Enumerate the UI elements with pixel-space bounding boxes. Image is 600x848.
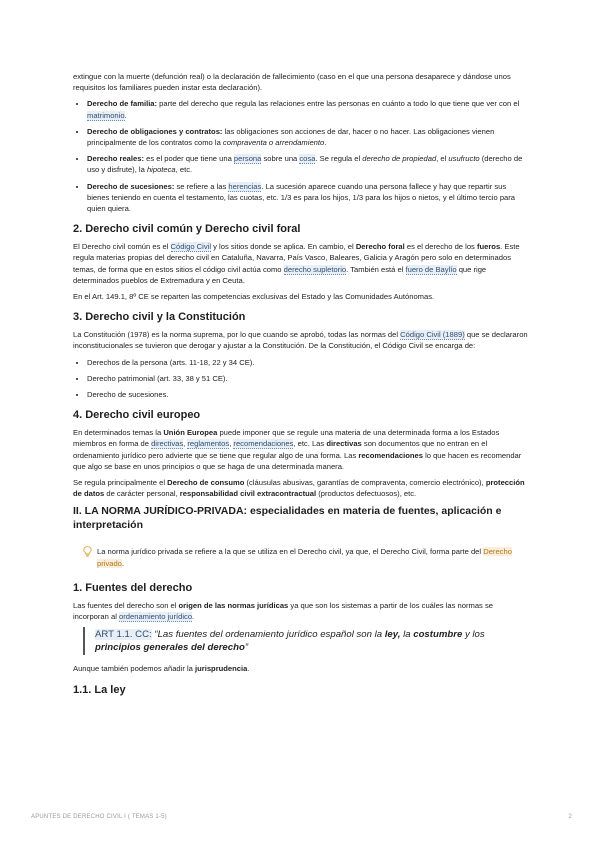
paragraph: Las fuentes del derecho son el origen de las normas jurídicas ya que son los sistemas a partir de los cuáles las normas se incorporan al ordenamiento jurídico.: [73, 600, 493, 622]
footer-title: APUNTES DE DERECHO CIVIL I ( TEMAS 1-5): [31, 814, 167, 820]
paragraph: En determinados temas la Unión Europea puede imponer que se regule una materia de una determinada forma a los Estados miembros en forma de directivas, reglamentos, recomendaciones, etc. Las directivas son documentos que no entran en el ordenamiento jurídico pero advierte que se tiene que regular algo de una forma. Las recomendaciones lo que hacen es recomendar que algo se base en unos principios o que se haga de una determinada manera.: [73, 428, 522, 471]
link-derecho-privado[interactable]: Derecho privado: [97, 547, 512, 568]
link-reglamentos[interactable]: reglamentos: [187, 439, 230, 449]
link-cosa[interactable]: cosa: [299, 154, 316, 164]
chapter-heading: II. LA NORMA JURÍDICO-PRIVADA: especialidades en materia de fuentes, aplicación e interpretación: [73, 505, 502, 531]
callout-text: La norma jurídico privada se refiere a la que se utiliza en el Derecho civil, ya que, el Derecho Civil, forma parte del Derecho privado.: [97, 547, 512, 568]
section-heading: 1. Fuentes del derecho: [73, 581, 193, 594]
link-persona[interactable]: persona: [233, 154, 262, 164]
paragraph: El Derecho civil común es el Código Civil y los sitios donde se aplica. En cambio, el Derecho foral es el derecho de los fueros. Este regula materias propias del derecho civil en Cataluña, Navarra, País Vasco, Baleares, Galicia y Aragón pero solo en determinados temas, de forma que en estos sitios el código civil actúa como derecho supletorio. También está el fuero de Baylío que rige determinados pueblos de Extremadura y en Ceuta.: [73, 242, 520, 285]
intro-paragraph: extingue con la muerte (defunción real) o la declaración de fallecimiento (caso en el que una persona desaparece y dándose unos requisitos los familiares pueden instar esta declaración).: [73, 72, 511, 93]
paragraph: Se regula principalmente el Derecho de consumo (cláusulas abusivas, garantías de compraventa, comercio electrónico), protección de datos de carácter personal, responsabilidad civil extracontractual (productos defectuosos), etc.: [73, 478, 525, 499]
constitution-list: [73, 357, 528, 401]
page-number: 2: [568, 814, 572, 820]
link-fuero-baylio[interactable]: fuero de Baylío: [405, 264, 457, 274]
lightbulb-icon: [83, 546, 97, 568]
link-recomendaciones[interactable]: recomendaciones: [233, 439, 294, 449]
section-heading: 3. Derecho civil y la Constitución: [73, 311, 246, 324]
paragraph: En el Art. 149.1, 8º CE se reparten las competencias exclusivas del Estado y las Comunidades Autónomas.: [73, 292, 435, 302]
page-footer: [31, 812, 572, 823]
link-herencias[interactable]: herencias: [228, 181, 262, 191]
list-item: • Derecho patrimonial (art. 33, 38 y 51 CE).: [87, 373, 528, 384]
list-item: • Derecho de familia: parte del derecho que regula las relaciones entre las personas en cuánto a todo lo que tiene que ver con el matrimonio.: [87, 98, 528, 120]
link-derecho-supletorio[interactable]: derecho supletorio: [283, 264, 347, 274]
link-codigo-civil-1889[interactable]: Código Civil (1889): [400, 330, 465, 340]
link-ordenamiento[interactable]: ordenamiento jurídico: [119, 612, 193, 622]
paragraph: La Constitución (1978) es la norma suprema, por lo que cuando se aprobó, todas las normas del Código Civil (1889) que se declararon inconstitucionales se tuvieron que derogar y ajustar a la Constitución. De la Constitución, el Código Civil se encarga de:: [73, 330, 528, 351]
paragraph: Aunque también podemos añadir la jurisprudencia.: [73, 664, 250, 674]
list-item: • Derecho reales: es el poder que tiene una persona sobre una cosa. Se regula el derecho de propiedad, el usufructo (derecho de uso y disfrute), la hipoteca, etc.: [87, 153, 528, 175]
section-heading: 4. Derecho civil europeo: [73, 409, 201, 422]
link-directivas[interactable]: directivas: [151, 439, 184, 449]
link-matrimonio[interactable]: matrimonio: [87, 110, 125, 120]
section-heading: 2. Derecho civil común y Derecho civil foral: [73, 223, 301, 236]
page-content: [73, 71, 528, 702]
list-item: • Derecho de sucesiones: se refiere a las herencias. La sucesión aparece cuando una persona fallece y hay que repartir sus bienes teniendo en cuenta el testamento, las cuotas, etc. 1/3 es para los hijos, 1/3 para los hijos o nietos, y el último tercio para quien quiera.: [87, 181, 528, 215]
link-codigo-civil[interactable]: Código Civil: [170, 242, 212, 252]
section-heading: 1.1. La ley: [73, 683, 126, 696]
link-art-1-1-cc[interactable]: ART 1.1. CC:: [95, 629, 152, 641]
list-item: • Derecho de sucesiones.: [87, 389, 528, 400]
branch-list: [73, 98, 528, 214]
list-item: • Derecho de obligaciones y contratos: las obligaciones son acciones de dar, hacer o no hacer. Las obligaciones vienen principalmente de los contratos como la compraventa o arrendamiento.: [87, 126, 528, 148]
list-item: • Derechos de la persona (arts. 11-18, 22 y 34 CE).: [87, 357, 528, 368]
callout: [83, 546, 528, 568]
blockquote: ART 1.1. CC: “Las fuentes del ordenamiento jurídico español son la ley, la costumbre y los principios generales del derecho”: [83, 627, 528, 655]
